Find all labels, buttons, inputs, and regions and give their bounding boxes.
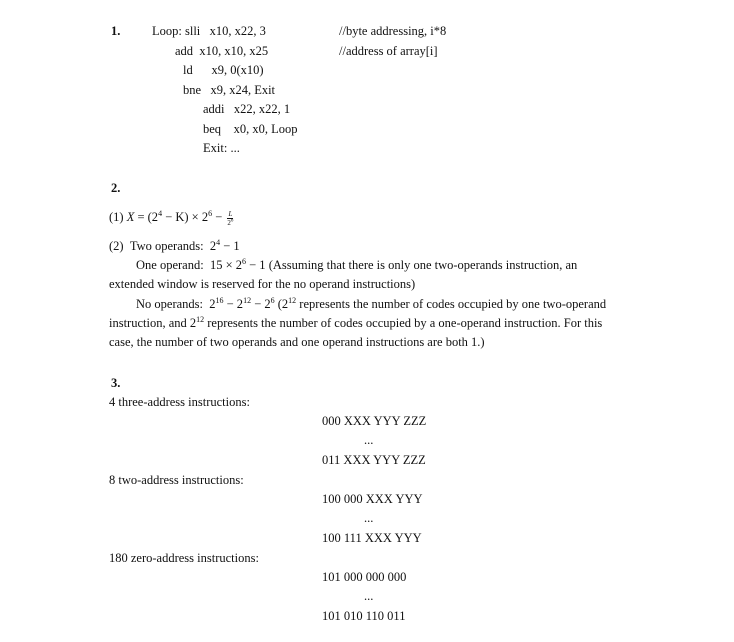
code-args: x22, x22, 1 bbox=[233, 102, 291, 116]
code-instr: ld bbox=[183, 63, 193, 77]
exp: 6 bbox=[242, 256, 246, 266]
code-line-4 bbox=[183, 82, 275, 98]
expr: − 2 bbox=[223, 297, 244, 311]
group-label-zero-address: 180 zero-address instructions: bbox=[109, 551, 259, 565]
formula-1 bbox=[109, 208, 233, 227]
code-instr: Loop: slli bbox=[152, 24, 201, 38]
no-operands-label: No operands: bbox=[136, 297, 203, 311]
formula-label: (1) bbox=[109, 210, 124, 224]
fraction-numerator: L bbox=[228, 209, 233, 218]
fraction bbox=[227, 210, 233, 227]
section-1-number: 1. bbox=[111, 24, 121, 38]
formula-eq: = (2 bbox=[134, 210, 159, 224]
expr: − 2 bbox=[251, 297, 271, 311]
formula-minus: − bbox=[212, 210, 226, 224]
exp: 4 bbox=[158, 208, 163, 218]
expr: 2 bbox=[209, 297, 216, 311]
code-args: x10, x10, x25 bbox=[199, 44, 269, 58]
code-line-5 bbox=[203, 101, 290, 117]
no-operands-note: represents the number of codes occupied by a one-operand instruction. For this case, the number of two operands and one operand instructions are both 1.) bbox=[109, 316, 603, 349]
code-args: x0, x0, Loop bbox=[233, 122, 298, 136]
one-operand-label: One operand: bbox=[136, 258, 204, 272]
no-operands-note: represents the number of codes occupied by one two-operand instruction, and 2 bbox=[109, 297, 607, 330]
code-args: x9, 0(x10) bbox=[211, 63, 264, 77]
exp: 12 bbox=[243, 295, 252, 305]
section-3-number: 3. bbox=[111, 376, 121, 390]
exp: 16 bbox=[215, 295, 224, 305]
code-args: x10, x22, 3 bbox=[209, 24, 266, 38]
den-base: 2 bbox=[227, 218, 231, 227]
encoding-first: 101 000 000 000 bbox=[322, 570, 407, 584]
expr: − 1 bbox=[220, 239, 240, 253]
exp: 12 bbox=[288, 295, 297, 305]
encoding-last: 100 111 XXX YYY bbox=[322, 531, 422, 545]
encoding-dots: ... bbox=[364, 589, 374, 603]
code-instr: bne bbox=[183, 83, 202, 97]
exp: 4 bbox=[216, 237, 221, 247]
exp: 6 bbox=[208, 208, 213, 218]
code-line-7 bbox=[203, 140, 240, 156]
no-operands-paragraph bbox=[109, 295, 619, 352]
expr: 15 × 2 bbox=[209, 258, 242, 272]
one-operand-paragraph bbox=[109, 256, 619, 294]
code-instr: add bbox=[175, 44, 194, 58]
encoding-first: 100 000 XXX YYY bbox=[322, 492, 423, 506]
exp: 6 bbox=[270, 295, 275, 305]
group-label-two-address: 8 two-address instructions: bbox=[109, 473, 244, 487]
encoding-last: 101 010 110 011 bbox=[322, 609, 406, 623]
one-operand-note: (Assuming that there is only one two-operands instruction, an extended window is reserved for the no operand instructions) bbox=[109, 258, 578, 291]
formula-lhs: X bbox=[126, 210, 135, 224]
encoding-last: 011 XXX YYY ZZZ bbox=[322, 453, 426, 467]
den-exp: 6 bbox=[230, 218, 234, 224]
code-instr: Exit: bbox=[203, 141, 228, 155]
encoding-dots: ... bbox=[364, 511, 374, 525]
code-line-6 bbox=[203, 121, 297, 137]
encoding-dots: ... bbox=[364, 433, 374, 447]
formula-mid: − K) × 2 bbox=[162, 210, 209, 224]
code-line-2 bbox=[175, 43, 268, 59]
expr: − 1 bbox=[246, 258, 266, 272]
expr: 2 bbox=[209, 239, 217, 253]
part-2-label: (2) bbox=[109, 239, 124, 253]
code-instr: beq bbox=[203, 122, 222, 136]
code-comment-2: //address of array[i] bbox=[339, 44, 438, 58]
code-instr: addi bbox=[203, 102, 225, 116]
two-operands-line bbox=[109, 238, 240, 254]
code-args: x9, x24, Exit bbox=[210, 83, 276, 97]
exp: 12 bbox=[196, 314, 205, 324]
section-2-number: 2. bbox=[111, 181, 121, 195]
fraction-denominator bbox=[227, 219, 233, 227]
expr: (2 bbox=[274, 297, 289, 311]
code-args: ... bbox=[230, 141, 240, 155]
encoding-first: 000 XXX YYY ZZZ bbox=[322, 414, 427, 428]
code-comment-1: //byte addressing, i*8 bbox=[339, 24, 447, 38]
two-operands-label: Two operands: bbox=[129, 239, 204, 253]
code-line-3 bbox=[183, 62, 264, 78]
code-line-1 bbox=[152, 23, 266, 39]
group-label-three-address: 4 three-address instructions: bbox=[109, 395, 250, 409]
